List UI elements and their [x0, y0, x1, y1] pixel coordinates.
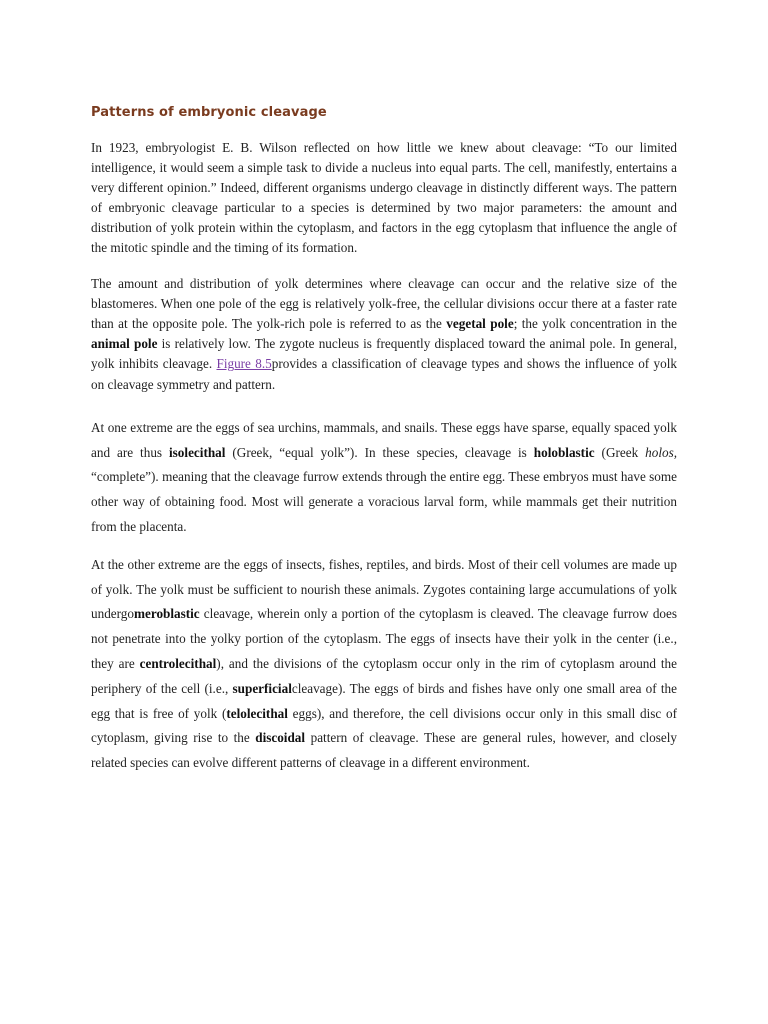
p4-text-a: At the other extreme are the eggs of insects, fishes, reptiles, and birds. Most of their cell volumes are made up of yolk. The yolk must be sufficient to nourish these animals. Zygotes containing large accumulations of yolk undergo: [91, 556, 677, 622]
document-page: [91, 105, 677, 776]
p4-text-e: cleavage). The eggs of birds and fishes have only one small area of the egg that is free of yolk (: [91, 680, 677, 721]
term-centrolecithal: centrolecithal: [139, 655, 217, 671]
p2-text-d: is relatively low. The zygote nucleus is frequently displaced toward the animal pole. In general, yolk inhibits cleavage.: [91, 336, 677, 372]
term-isolecithal: isolecithal: [169, 444, 226, 460]
paragraph-intro: [91, 138, 677, 259]
p2-text-e: provides a classification of cleavage types and shows the influence of yolk on cleavage symmetry and pattern.: [91, 356, 677, 392]
term-telolecithal: telolecithal: [226, 705, 288, 721]
p1-text: In 1923, embryologist E. B. Wilson reflected on how little we knew about cleavage: “To our limited intelligence, it would seem a simple task to divide a nucleus into equal parts. The cell, manifestly, entertains a very different opinion.” Indeed, different organisms undergo cleavage in distinctly different ways. The pattern of embryonic cleavage particular to a species is determined by two major parameters: the amount and distribution of yolk protein within the cytoplasm, and factors in the egg cytoplasm that influence the angle of the mitotic spindle and the timing of its formation.: [91, 140, 677, 256]
p2-text-c: ; the yolk concentration in the: [513, 315, 677, 331]
term-superficial: superficial: [232, 680, 292, 696]
section-title: Patterns of embryonic cleavage: [91, 105, 327, 120]
term-holoblastic: holoblastic: [533, 444, 595, 460]
p4-text-c: cleavage, wherein only a portion of the cytoplasm is cleaved. The cleavage furrow does not penetrate into the yolky portion of the cytoplasm. The eggs of insects have their yolk in the center (i.e., they are: [91, 606, 677, 671]
p3-text-a: At one extreme are the eggs of sea urchins, mammals, and snails. These eggs have sparse, equally spaced yolk and are thus: [91, 419, 677, 460]
p4-text-f: eggs), and therefore, the cell divisions occur only in this small disc of cytoplasm, giving rise to the: [91, 705, 677, 746]
paragraph-yolk-distribution: [91, 274, 677, 395]
p4-text-g: pattern of cleavage. These are general rules, however, and closely related species can evolve different patterns of cleavage in a different environment.: [91, 730, 677, 771]
term-discoidal: discoidal: [255, 730, 306, 746]
paragraph-isolecithal: [91, 416, 677, 540]
p3-text-d: (Greek: [594, 444, 646, 460]
term-holos: holos,: [645, 444, 677, 460]
term-meroblastic: meroblastic: [133, 606, 200, 622]
figure-8-5-link[interactable]: Figure 8.5: [216, 356, 272, 372]
term-animal-pole: animal pole: [91, 336, 158, 352]
p3-text-e: “complete”). meaning that the cleavage furrow extends through the entire egg. These embryos must have some other way of obtaining food. Most will generate a voracious larval form, while mammals get their nutrition from the placenta.: [91, 469, 677, 534]
p2-text-a: The amount and distribution of yolk determines where cleavage can occur and the relative size of the blastomeres. When one pole of the egg is relatively yolk-free, the cellular divisions occur there at a faster rate than at the opposite pole. The yolk-rich pole is referred to as the: [91, 275, 677, 331]
p3-text-c: (Greek, “equal yolk”). In these species, cleavage is: [225, 444, 534, 460]
term-vegetal-pole: vegetal pole: [446, 315, 514, 331]
paragraph-meroblastic: [91, 553, 677, 776]
p4-text-d: ), and the divisions of the cytoplasm occur only in the rim of cytoplasm around the periphery of the cell (i.e.,: [91, 655, 677, 696]
